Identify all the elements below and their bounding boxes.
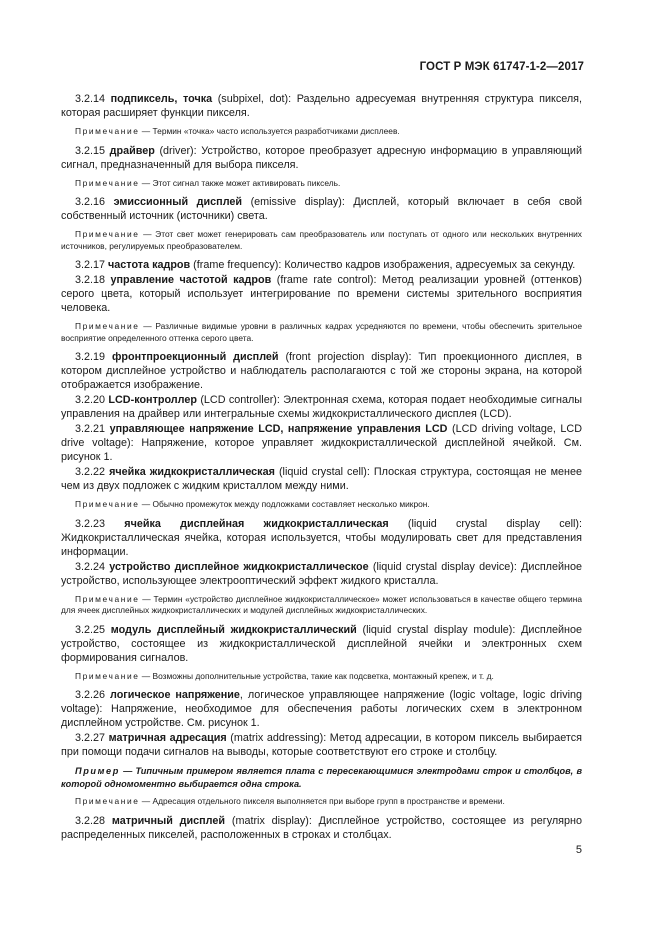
term-description: (matrix addressing): Метод адресации, в котором пиксель выбирается при помощи подачи сигналов на выводы, которые соответствуют его строке и столбцу. — [61, 732, 583, 758]
term-description: (frame frequency): Количество кадров изображения, адресуемых за секунду. — [190, 259, 576, 271]
term-description: (front projection display): Тип проекционного дисплея, в котором дисплейное устройство и наблюдатель располагаются с той же стороны экрана, на которой отображается изображение. — [61, 351, 582, 391]
term-description: , логическое управляющее напряжение (logic voltage, logic driving voltage): Напряжение, необходимое для обеспечения работы логических схем в электронном дисплейном устройстве. См. рисунок 1. — [61, 689, 583, 729]
term-definition — [61, 350, 582, 392]
note-text: — Термин «устройство дисплейное жидкокристаллическое» может использоваться в качестве общего термина для ячеек дисплейных жидкокристаллических и модулей дисплейных жидкокристаллических. — [61, 593, 582, 615]
term-definition — [61, 688, 582, 730]
term-definition — [61, 465, 582, 493]
term-description: (frame rate control): Метод реализации уровней (оттенков) серого цвета, который использует интегрирование по времени системы зрительного восприятия человека. — [61, 274, 582, 314]
term-number: 3.2.23 — [75, 517, 106, 530]
term-number: 3.2.26 — [75, 689, 106, 701]
example-label: Пример — [75, 766, 120, 776]
note-text: — Адресация отдельного пикселя выполняется при выборе групп в пространстве и времени. — [139, 796, 505, 806]
term-title: LCD-контроллер — [108, 394, 197, 406]
term-definition — [61, 814, 582, 842]
term-definition — [61, 92, 582, 120]
term-description: (liquid crystal display module): Дисплейное устройство, состоящее из жидкокристаллической дисплейной ячейки и электронных схем формирования сигналов. — [61, 623, 583, 664]
note-label: Примечание — [75, 321, 140, 331]
note-paragraph — [61, 229, 582, 252]
note-text: — Этот сигнал также может активировать пиксель. — [139, 177, 341, 188]
term-title: эмиссионный дисплей — [113, 196, 243, 208]
note-text: — Термин «точка» часто используется разработчиками дисплеев. — [139, 126, 400, 136]
note-label: Примечание — [75, 796, 140, 806]
term-title: ячейка жидкокристаллическая — [109, 466, 275, 478]
term-title: логическое напряжение — [110, 689, 240, 701]
note-text: — Возможны дополнительные устройства, такие как подсветка, монтажный крепеж, и т. д. — [139, 670, 494, 681]
note-paragraph — [61, 594, 582, 617]
term-title: матричный дисплей — [111, 814, 226, 827]
term-title: устройство дисплейное жидкокристаллическое — [109, 560, 369, 573]
term-title: фронтпроекционный дисплей — [111, 351, 279, 363]
term-definition — [61, 393, 582, 421]
term-description: (LCD driving voltage, LCD drive voltage): Напряжение, которое управляет жидкокристаллической дисплейной ячейкой. См. рисунок 1. — [61, 423, 582, 463]
term-title: частота кадров — [108, 259, 191, 271]
term-definition — [61, 731, 582, 759]
term-definition — [61, 195, 582, 223]
term-description: (matrix display): Дисплейное устройство, состоящее из регулярно распределенных пикселей, расположенных в строках и столбцах. — [61, 814, 582, 841]
note-paragraph — [61, 126, 582, 138]
term-title: модуль дисплейный жидкокристаллический — [110, 623, 357, 636]
note-paragraph — [61, 178, 582, 190]
term-description: (subpixel, dot): Раздельно адресуемая внутренняя структура пикселя, которая расширяет функции пикселя. — [61, 93, 583, 119]
term-number: 3.2.28 — [75, 814, 106, 827]
note-text: — Обычно промежуток между подложками составляет несколько микрон. — [139, 499, 430, 509]
note-label: Примечание — [75, 126, 140, 136]
term-definition — [61, 623, 582, 665]
term-number: 3.2.19 — [75, 351, 106, 363]
term-description: (LCD controller): Электронная схема, которая подает необходимые сигналы управления на драйвер или интегральные схемы жидкокристаллического дисплея (LCD). — [61, 394, 583, 420]
note-label: Примечание — [75, 670, 140, 681]
term-description: (liquid crystal display cell): Жидкокристаллическая ячейка, которая используется, чтобы модулировать свет для представления информации. — [61, 517, 583, 558]
term-definition — [61, 422, 582, 464]
note-paragraph — [61, 671, 582, 683]
example-text: — Типичным примером является плата с пересекающимися электродами строк и столбцов, в которой одномоментно выбирается одна строка. — [61, 766, 582, 789]
term-definition — [61, 517, 582, 559]
note-paragraph — [61, 321, 582, 344]
note-text: — Различные видимые уровни в различных кадрах усредняются по времени, чтобы обеспечить зрительное восприятие определенного оттенка серого цвета. — [61, 321, 582, 343]
term-title: ячейка дисплейная жидкокристаллическая — [124, 517, 389, 530]
term-description: (liquid crystal display device): Дисплейное устройство, использующее электрооптический эффект жидкого кристалла. — [61, 560, 582, 587]
note-label: Примечание — [75, 229, 140, 239]
term-description: (emissive display): Дисплей, который включает в себя свой собственный источник (источники) света. — [61, 196, 582, 222]
document-header: ГОСТ Р МЭК 61747-1-2—2017 — [419, 61, 584, 73]
term-definition — [61, 560, 582, 588]
example-paragraph — [61, 765, 582, 790]
term-number: 3.2.20 — [75, 394, 106, 406]
term-number: 3.2.17 — [75, 259, 106, 271]
term-number: 3.2.24 — [75, 560, 106, 573]
note-paragraph — [61, 796, 582, 808]
term-number: 3.2.15 — [75, 144, 106, 157]
term-number: 3.2.27 — [75, 732, 106, 744]
note-label: Примечание — [75, 499, 140, 509]
term-title: управляющее напряжение LCD, напряжение управления LCD — [109, 423, 448, 435]
term-number: 3.2.18 — [75, 274, 106, 286]
note-text: — Этот свет может генерировать сам преобразователь или поступать от одного или нескольких внутренних источников, регулируемых преобразователем. — [61, 229, 582, 251]
term-description: (driver): Устройство, которое преобразует адресную информацию в управляющий сигнал, предназначенный для выбора пикселя. — [61, 144, 582, 171]
term-title: матричная адресация — [108, 732, 227, 744]
term-number: 3.2.16 — [75, 196, 106, 208]
term-number: 3.2.14 — [75, 93, 106, 105]
document-body — [61, 92, 582, 848]
note-label: Примечание — [75, 593, 140, 604]
page-number: 5 — [575, 844, 582, 856]
term-number: 3.2.25 — [75, 623, 106, 636]
note-paragraph — [61, 499, 582, 511]
term-definition — [61, 258, 582, 272]
term-definition — [61, 273, 582, 315]
term-definition — [61, 144, 582, 172]
term-title: драйвер — [109, 144, 155, 157]
term-title: подпиксель, точка — [110, 93, 213, 105]
term-number: 3.2.22 — [75, 466, 106, 478]
term-title: управление частотой кадров — [110, 274, 272, 286]
term-description: (liquid crystal cell): Плоская структура, состоящая не менее чем из двух подложек с жидким кристаллом между ними. — [61, 466, 583, 492]
note-label: Примечание — [75, 177, 140, 188]
term-number: 3.2.21 — [75, 423, 106, 435]
